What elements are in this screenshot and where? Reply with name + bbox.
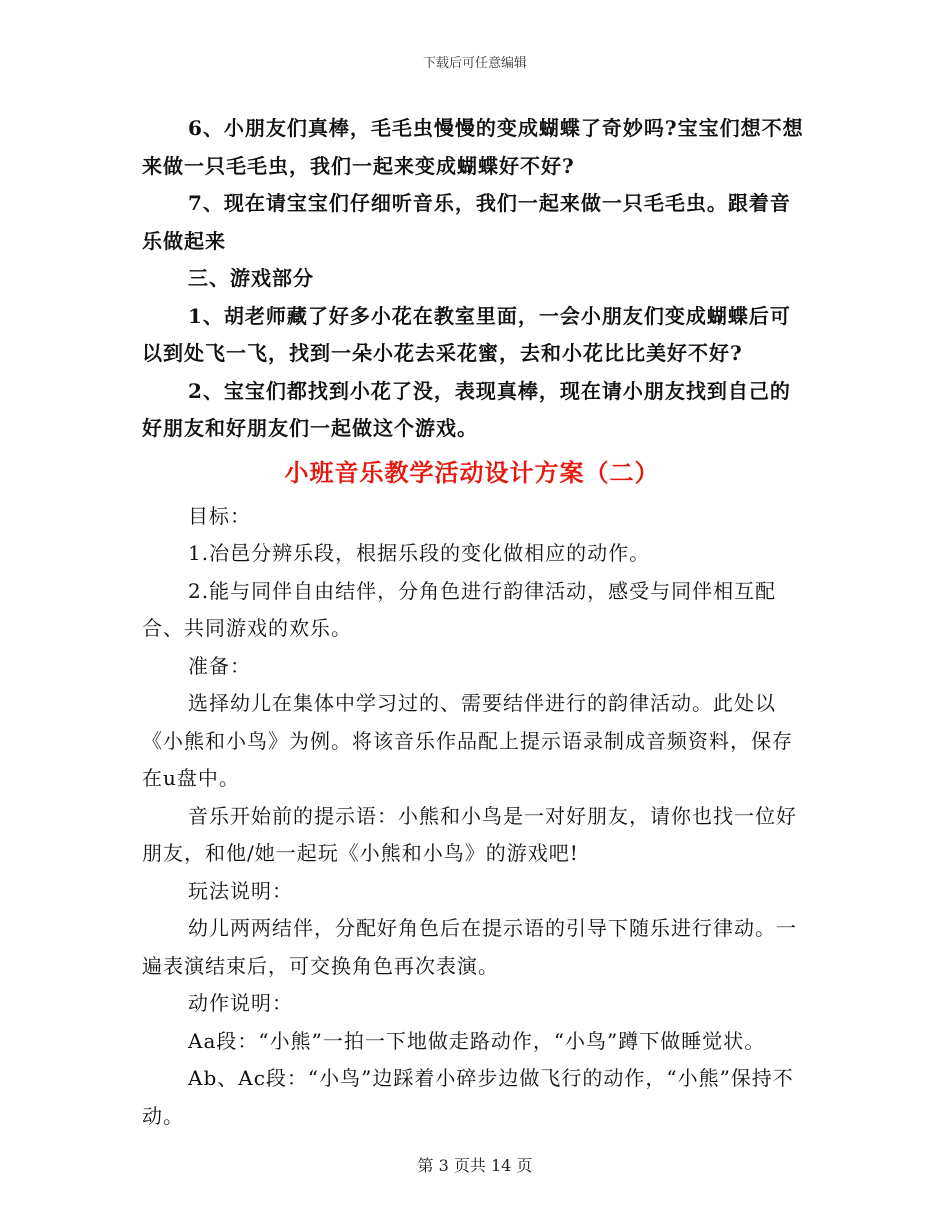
- play-method-label: 玩法说明：: [188, 878, 293, 903]
- action-ab-ac: Ab、Ac段：“小鸟”边踩着小碎步边做飞行的动作，“小熊”保持不动。: [142, 1066, 794, 1128]
- goal-item-2: 2.能与同伴自由结伴，分角色进行韵律活动，感受与同伴相互配合、共同游戏的欢乐。: [142, 578, 777, 640]
- preparation-text: 选择幼儿在集体中学习过的、需要结伴进行的韵律活动。此处以《小熊和小鸟》为例。将该音乐作品配上提示语录制成音频资料，保存在u盘中。: [142, 691, 793, 790]
- section-heading-game: 三、游戏部分: [188, 266, 314, 290]
- document-body: [142, 110, 810, 1135]
- paragraph-game-2: 2、宝宝们都找到小花了没，表现真棒，现在请小朋友找到自己的好朋友和好朋友们一起做这个游戏。: [142, 378, 791, 440]
- prompt-text: 音乐开始前的提示语：小熊和小鸟是一对好朋友，请你也找一位好朋友，和他/她一起玩《小熊和小鸟》的游戏吧!: [142, 803, 797, 865]
- page-footer: 第 3 页共 14 页: [417, 1156, 533, 1175]
- section-title: 小班音乐教学活动设计方案（二）: [284, 458, 660, 487]
- action-label: 动作说明：: [188, 991, 293, 1015]
- goal-item-1: 1.冶邑分辨乐段，根据乐段的变化做相应的动作。: [188, 541, 651, 565]
- paragraph-item-6: 6、小朋友们真棒，毛毛虫慢慢的变成蝴蝶了奇妙吗?宝宝们想不想来做一只毛毛虫，我们一起来变成蝴蝶好不好?: [142, 116, 804, 178]
- paragraph-item-7: 7、现在请宝宝们仔细听音乐，我们一起来做一只毛毛虫。跟着音乐做起来: [142, 191, 791, 253]
- play-method-text: 幼儿两两结伴，分配好角色后在提示语的引导下随乐进行律动。一遍表演结束后，可交换角色再次表演。: [142, 916, 797, 978]
- page-header: 下载后可任意编辑: [422, 56, 527, 71]
- action-aa: Aa段：“小熊”一拍一下地做走路动作，“小鸟”蹲下做睡觉状。: [188, 1028, 766, 1053]
- paragraph-game-1: 1、胡老师藏了好多小花在教室里面，一会小朋友们变成蝴蝶后可以到处飞一飞，找到一朵小花去采花蜜，去和小花比比美好不好?: [142, 303, 791, 365]
- goal-label: 目标：: [188, 503, 251, 528]
- preparation-label: 准备：: [188, 653, 251, 678]
